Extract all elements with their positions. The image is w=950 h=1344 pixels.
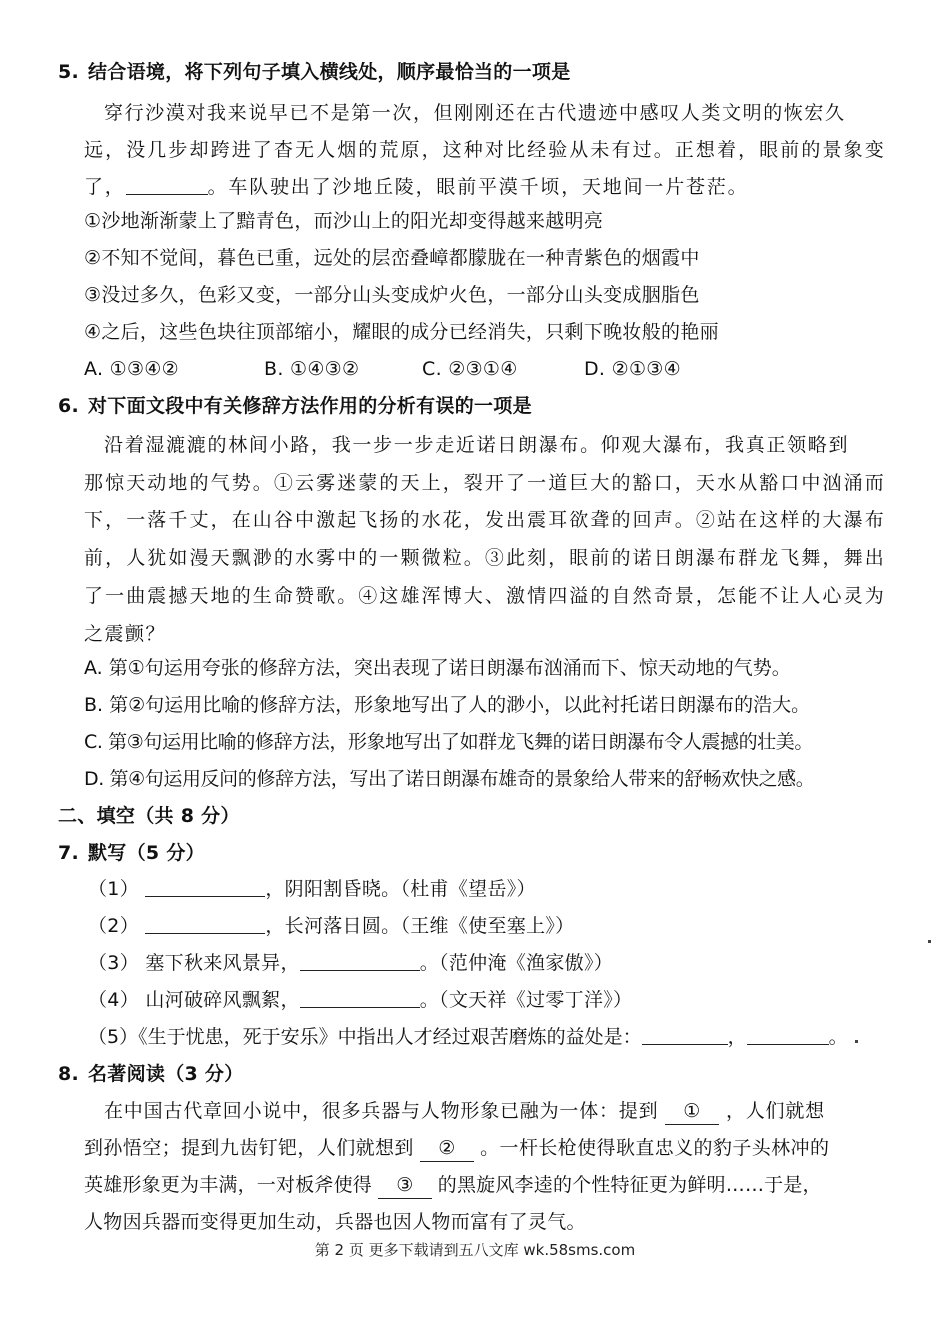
q7-item-2: （2） ，长河落日圆。（王维《使至塞上》）: [88, 915, 575, 937]
q5-sentence-4: ④之后，这些色块往顶部缩小，耀眼的成分已经消失，只剩下晚妆般的艳丽: [84, 321, 719, 343]
q8-line-1: 在中国古代章回小说中，很多兵器与人物形象已融为一体：提到 ① ，人们就想: [104, 1098, 825, 1125]
q7-blank-2: [145, 915, 265, 934]
scan-speck: [928, 940, 931, 943]
q5-stem: 5. 结合语境，将下列句子填入横线处，顺序最恰当的一项是: [58, 61, 571, 83]
q8-line-3: 英雄形象更为丰满，一对板斧使得 ③ 的黑旋风李逵的个性特征更为鲜明……于是，: [84, 1172, 822, 1199]
q6-option-d: D. 第④句运用反问的修辞方法，写出了诺日朗瀑布雄奇的景象给人带来的舒畅欢快之感。: [84, 768, 815, 790]
q7-item-3: （3） 塞下秋来风景异， 。（范仲淹《渔家傲》）: [88, 952, 614, 974]
q7-blank-3: [300, 952, 420, 971]
q8-blank-2: ②: [420, 1135, 473, 1162]
q5-option-b: B. ①④③②: [264, 358, 360, 380]
q5-option-a: A. ①③④②: [84, 358, 179, 380]
q7-title: 7. 默写（5 分）: [58, 842, 205, 864]
q5-option-d: D. ②①③④: [584, 358, 681, 380]
q7-item-1: （1） ，阴阳割昏晓。（杜甫《望岳》）: [88, 878, 536, 900]
q5-fill-blank: [126, 176, 208, 195]
q5-passage-line-1: 穿行沙漠对我来说早已不是第一次，但刚刚还在古代遗迹中感叹人类文明的恢宏久: [104, 102, 846, 124]
q6-passage-line-3: 下，一落千丈，在山谷中激起飞扬的水花，发出震耳欲聋的回声。②站在这样的大瀑布: [84, 509, 886, 531]
scan-speck: [855, 1040, 858, 1043]
q8-line-2: 到孙悟空；提到九齿钉钯，人们就想到 ② 。一杆长枪使得耿直忠义的豹子头林冲的: [84, 1135, 829, 1162]
q7-blank-4: [300, 989, 420, 1008]
q6-passage-line-5: 了一曲震撼天地的生命赞歌。④这雄浑博大、激情四溢的自然奇景，怎能不让人心灵为: [84, 585, 886, 607]
q6-passage-line-6: 之震颤？: [84, 623, 167, 645]
q5-passage-line-3: 了， 。车队驶出了沙地丘陵，眼前平漠千顷，天地间一片苍茫。: [84, 176, 749, 198]
q7-blank-1: [145, 878, 265, 897]
q6-passage-line-4: 前，人犹如漫天飘渺的水雾中的一颗微粒。③此刻，眼前的诺日朗瀑布群龙飞舞，舞出: [84, 547, 886, 569]
q6-option-b: B. 第②句运用比喻的修辞方法，形象地写出了人的渺小，以此衬托诺日朗瀑布的浩大。: [84, 694, 811, 716]
q7-item-5: （5）《生于忧患，死于安乐》中指出人才经过艰苦磨炼的益处是： ， 。: [88, 1026, 848, 1048]
q5-option-c: C. ②③①④: [422, 358, 518, 380]
q8-title: 8. 名著阅读（3 分）: [58, 1063, 244, 1085]
q7-item-4: （4） 山河破碎风飘絮， 。（文天祥《过零丁洋》）: [88, 989, 633, 1011]
q5-sentence-2: ②不知不觉间，暮色已重，远处的层峦叠嶂都朦胧在一种青紫色的烟霞中: [84, 247, 700, 269]
q8-blank-1: ①: [665, 1098, 719, 1125]
q7-blank-5b: [747, 1026, 829, 1045]
q5-sentence-1: ①沙地渐渐蒙上了黯青色，而沙山上的阳光却变得越来越明亮: [84, 210, 604, 232]
q5-passage-line-2: 远，没几步却跨进了杳无人烟的荒原，这种对比经验从未有过。正想着，眼前的景象变: [84, 139, 886, 161]
q6-passage-line-1: 沿着湿漉漉的林间小路，我一步一步走近诺日朗瀑布。仰观大瀑布，我真正领略到: [104, 434, 850, 456]
q6-passage-line-2: 那惊天动地的气势。①云雾迷蒙的天上，裂开了一道巨大的豁口，天水从豁口中汹涌而: [84, 472, 886, 494]
q6-option-c: C. 第③句运用比喻的修辞方法，形象地写出了如群龙飞舞的诺日朗瀑布令人震撼的壮美。: [84, 731, 813, 753]
q6-option-a: A. 第①句运用夸张的修辞方法，突出表现了诺日朗瀑布汹涌而下、惊天动地的气势。: [84, 657, 791, 679]
q5-sentence-3: ③没过多久，色彩又变，一部分山头变成炉火色，一部分山头变成胭脂色: [84, 284, 700, 306]
section-2-title: 二、填空（共 8 分）: [58, 805, 240, 827]
q8-blank-3: ③: [378, 1172, 431, 1199]
q7-blank-5a: [642, 1026, 728, 1045]
q8-line-4: 人物因兵器而变得更加生动，兵器也因人物而富有了灵气。: [84, 1211, 586, 1233]
q5-options: [84, 356, 681, 382]
q6-stem: 6. 对下面文段中有关修辞方法作用的分析有误的一项是: [58, 395, 532, 417]
page-footer: 第 2 页 更多下载请到五八文库 wk.58sms.com: [314, 1241, 636, 1259]
